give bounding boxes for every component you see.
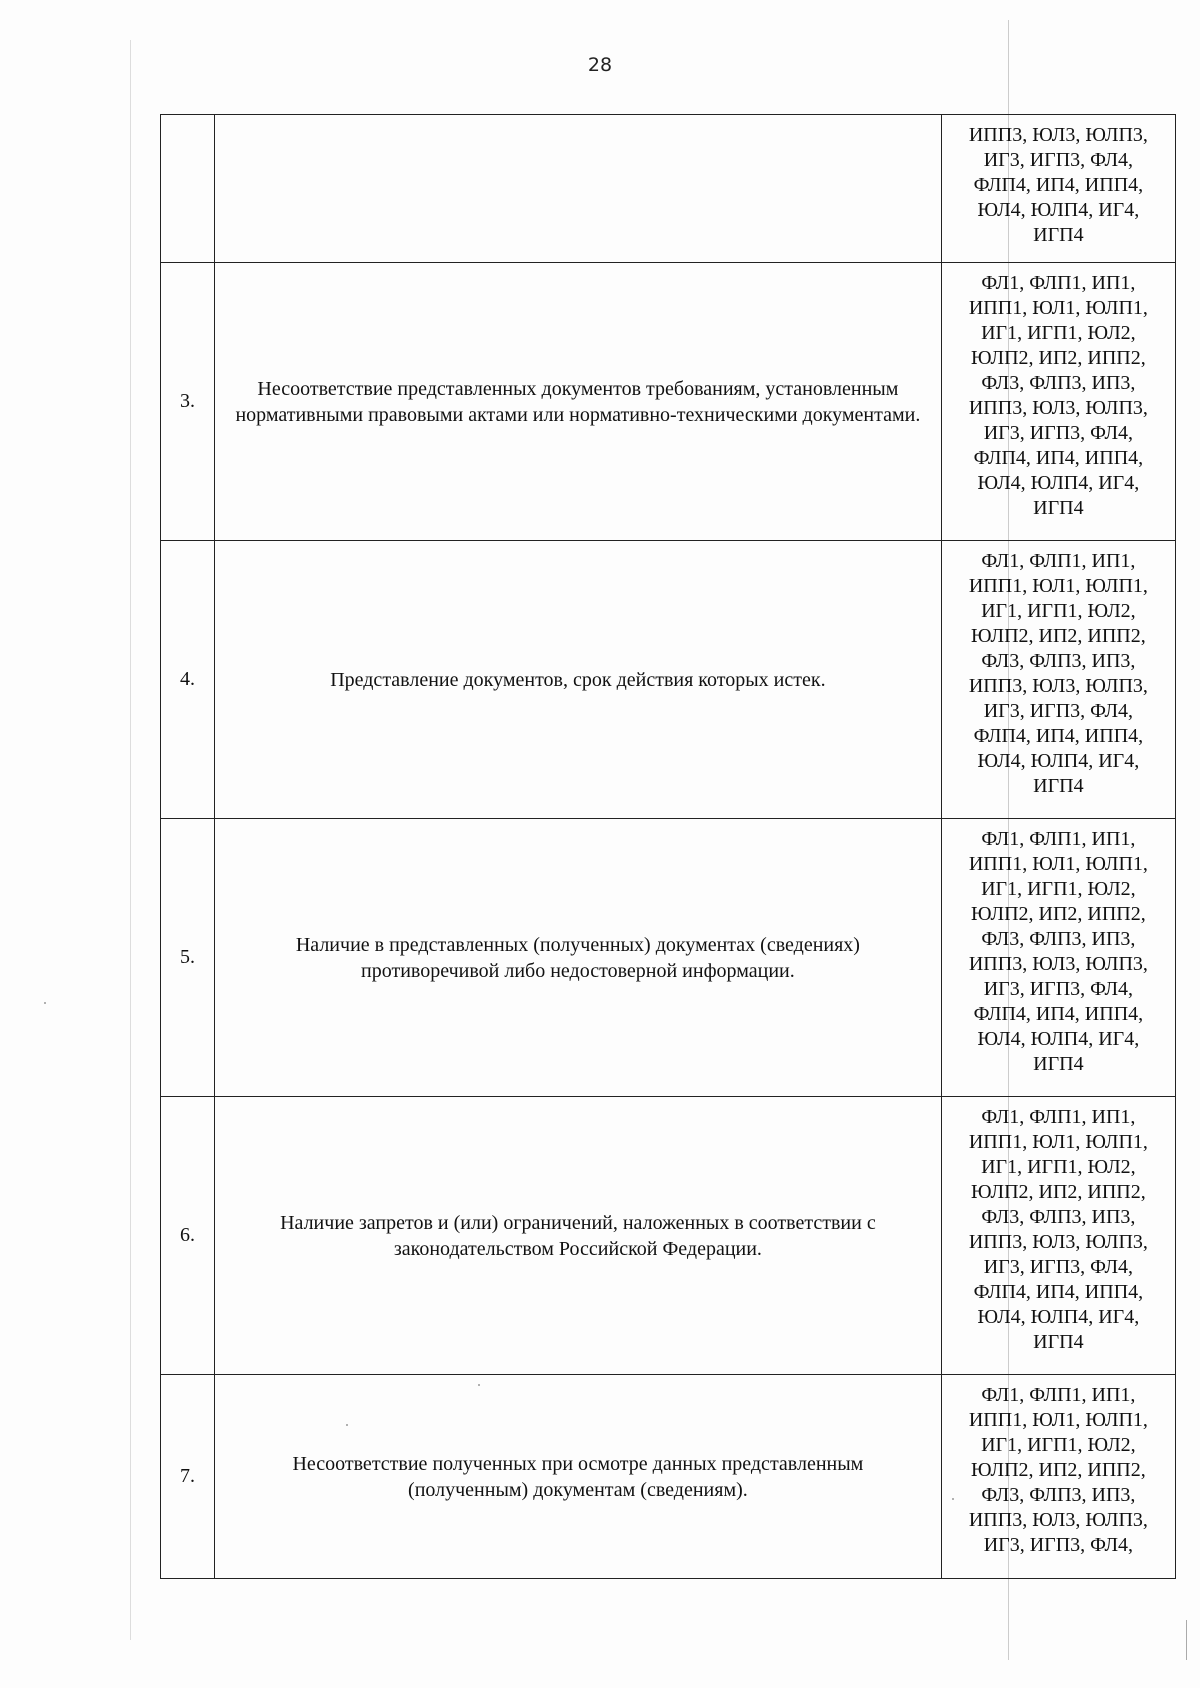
row-description: Несоответствие представленных документов требованиям, установленным нормативными правовыми актами или нормативно-техническими документами. xyxy=(215,263,942,541)
code-line: ИПП3, ЮЛ3, ЮЛП3, xyxy=(968,953,1148,975)
code-line: ЮЛП2, ИП2, ИПП2, xyxy=(970,903,1146,925)
table-row xyxy=(161,1375,1176,1579)
code-line: ИГП4 xyxy=(1033,1331,1084,1353)
code-line: ИГ3, ИГП3, ФЛ4, xyxy=(983,700,1134,722)
code-line: ИГП4 xyxy=(1033,497,1084,519)
code-line: ФЛП4, ИП4, ИПП4, xyxy=(973,447,1144,469)
scan-speck xyxy=(44,1002,46,1004)
code-line: ЮЛ4, ЮЛП4, ИГ4, xyxy=(977,750,1140,772)
code-line: ИГ3, ИГП3, ФЛ4, xyxy=(983,1256,1134,1278)
code-line: ИГ3, ИГП3, ФЛ4, xyxy=(983,422,1134,444)
code-line: ЮЛП2, ИП2, ИПП2, xyxy=(970,347,1146,369)
row-description xyxy=(215,115,942,263)
code-line: ЮЛП2, ИП2, ИПП2, xyxy=(970,1459,1146,1481)
row-codes xyxy=(941,263,1175,541)
code-line: ФЛ1, ФЛП1, ИП1, xyxy=(981,1106,1136,1128)
code-line: ИГ1, ИГП1, ЮЛ2, xyxy=(981,600,1136,622)
row-number: 5. xyxy=(161,819,215,1097)
row-number xyxy=(161,115,215,263)
code-line: ИГ3, ИГП3, ФЛ4, xyxy=(983,149,1134,171)
code-line: ИПП1, ЮЛ1, ЮЛП1, xyxy=(968,575,1148,597)
scan-artifact-line xyxy=(1186,1620,1187,1660)
row-codes xyxy=(941,1097,1175,1375)
code-line: ФЛ1, ФЛП1, ИП1, xyxy=(981,550,1136,572)
code-line: ФЛ3, ФЛП3, ИП3, xyxy=(981,1484,1136,1506)
code-line: ИПП1, ЮЛ1, ЮЛП1, xyxy=(968,1409,1148,1431)
table-row xyxy=(161,115,1176,263)
code-line: ФЛ3, ФЛП3, ИП3, xyxy=(981,650,1136,672)
code-line: ИПП3, ЮЛ3, ЮЛП3, xyxy=(968,124,1148,146)
row-codes xyxy=(941,115,1175,263)
row-number: 3. xyxy=(161,263,215,541)
code-line: ЮЛП2, ИП2, ИПП2, xyxy=(970,1181,1146,1203)
code-line: ИПП1, ЮЛ1, ЮЛП1, xyxy=(968,853,1148,875)
row-description: Наличие в представленных (полученных) документах (сведениях) противоречивой либо недостоверной информации. xyxy=(215,819,942,1097)
code-line: ИГ1, ИГП1, ЮЛ2, xyxy=(981,1434,1136,1456)
row-codes xyxy=(941,1375,1175,1579)
code-line: ФЛ3, ФЛП3, ИП3, xyxy=(981,1206,1136,1228)
code-line: ИГ1, ИГП1, ЮЛ2, xyxy=(981,322,1136,344)
code-line: ИГП4 xyxy=(1033,1053,1084,1075)
row-description: Несоответствие полученных при осмотре данных представленным (полученным) документам (сведениям). xyxy=(215,1375,942,1579)
row-number: 6. xyxy=(161,1097,215,1375)
code-line: ФЛП4, ИП4, ИПП4, xyxy=(973,174,1144,196)
scan-artifact-line xyxy=(130,40,131,1640)
code-line: ЮЛ4, ЮЛП4, ИГ4, xyxy=(977,472,1140,494)
code-line: ЮЛ4, ЮЛП4, ИГ4, xyxy=(977,1306,1140,1328)
code-line: ФЛ1, ФЛП1, ИП1, xyxy=(981,272,1136,294)
code-line: ИПП3, ЮЛ3, ЮЛП3, xyxy=(968,397,1148,419)
table-row xyxy=(161,541,1176,819)
row-number: 7. xyxy=(161,1375,215,1579)
row-number: 4. xyxy=(161,541,215,819)
code-line: ИПП3, ЮЛ3, ЮЛП3, xyxy=(968,675,1148,697)
code-line: ЮЛ4, ЮЛП4, ИГ4, xyxy=(977,199,1140,221)
row-description: Наличие запретов и (или) ограничений, наложенных в соответствии с законодательством Российской Федерации. xyxy=(215,1097,942,1375)
table-row xyxy=(161,1097,1176,1375)
row-description: Представление документов, срок действия которых истек. xyxy=(215,541,942,819)
code-line: ЮЛ4, ЮЛП4, ИГ4, xyxy=(977,1028,1140,1050)
code-line: ИПП3, ЮЛ3, ЮЛП3, xyxy=(968,1231,1148,1253)
code-line: ЮЛП2, ИП2, ИПП2, xyxy=(970,625,1146,647)
code-line: ИГ3, ИГП3, ФЛ4, xyxy=(983,978,1134,1000)
page-number: 28 xyxy=(587,54,613,76)
code-line: ИГ1, ИГП1, ЮЛ2, xyxy=(981,878,1136,900)
code-line: ИПП3, ЮЛ3, ЮЛП3, xyxy=(968,1509,1148,1531)
document-table xyxy=(160,114,1176,1579)
code-line: ФЛП4, ИП4, ИПП4, xyxy=(973,1003,1144,1025)
code-line: ФЛ1, ФЛП1, ИП1, xyxy=(981,1384,1136,1406)
code-line: ИГ1, ИГП1, ЮЛ2, xyxy=(981,1156,1136,1178)
table-row xyxy=(161,819,1176,1097)
row-codes xyxy=(941,541,1175,819)
code-line: ФЛП4, ИП4, ИПП4, xyxy=(973,725,1144,747)
code-line: ИГП4 xyxy=(1033,224,1084,246)
code-line: ИГП4 xyxy=(1033,775,1084,797)
code-line: ФЛ3, ФЛП3, ИП3, xyxy=(981,372,1136,394)
code-line: ФЛП4, ИП4, ИПП4, xyxy=(973,1281,1144,1303)
table-row xyxy=(161,263,1176,541)
table-body xyxy=(161,115,1176,1579)
row-codes xyxy=(941,819,1175,1097)
code-line: ИПП1, ЮЛ1, ЮЛП1, xyxy=(968,1131,1148,1153)
code-line: ИГ3, ИГП3, ФЛ4, xyxy=(983,1534,1134,1556)
code-line: ИПП1, ЮЛ1, ЮЛП1, xyxy=(968,297,1148,319)
code-line: ФЛ1, ФЛП1, ИП1, xyxy=(981,828,1136,850)
code-line: ФЛ3, ФЛП3, ИП3, xyxy=(981,928,1136,950)
